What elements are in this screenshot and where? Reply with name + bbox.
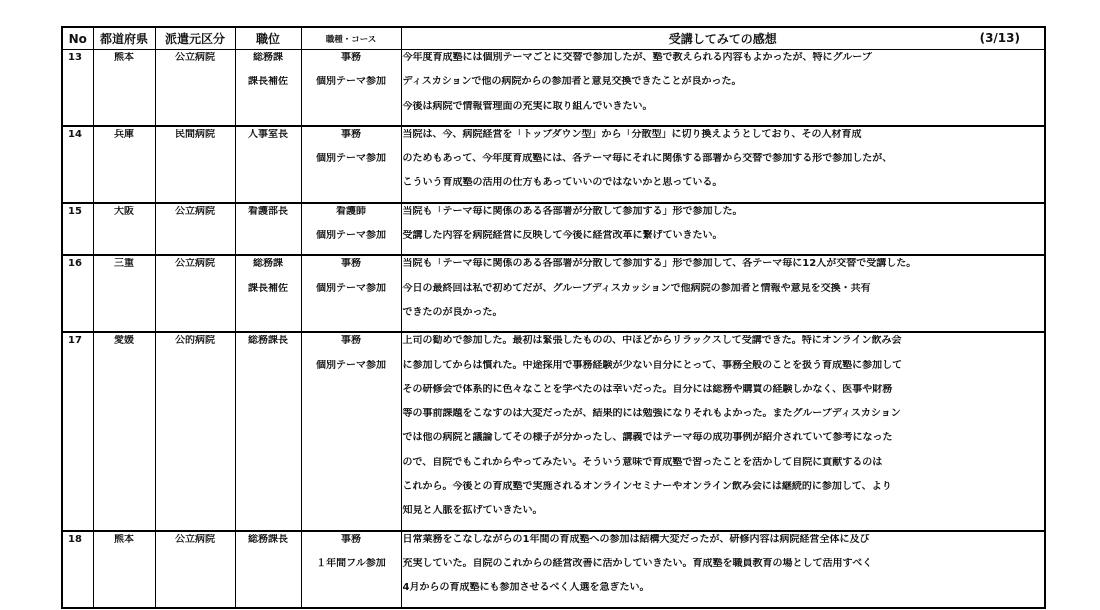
header-course: 職種・コース [301,27,401,50]
cell-impressions-line: のためもあって、今年度育成塾には、各テーマ毎にそれに関係する部署から交替で参加する形で参加したが、 [402,153,893,165]
cell-no [62,531,93,608]
cell-impressions-line: に参加してからは慣れた。中途採用で事務経験が少ない自分にとって、事務全般のことを扱う育成塾に参加して [402,359,903,371]
page-indicator: (3/13) [979,31,1020,45]
cell-position [235,126,301,203]
cell-impressions-line: 日常業務をこなしながらの1年間の育成塾への参加は結構大変だったが、研修内容は病院経営全体に及び [402,533,870,545]
cell-impressions-line: 今年度育成塾には個別テーマごとに交替で参加したが、塾で教えられる内容もよかったが、特にグループ [402,52,872,63]
table-row [62,255,1045,332]
cell-dispatch-type-line: 公立病院 [175,205,215,217]
table-row [62,332,1045,530]
cell-impressions-line: 今後は病院で情報管理面の充実に取り組んでいきたい。 [402,100,653,112]
cell-course-line: 個別テーマ参加 [316,76,386,88]
cell-course-line: 個別テーマ参加 [316,153,386,165]
cell-impressions [401,126,1045,203]
header-impressions [401,27,1045,50]
cell-position-line: 総務課長 [248,533,288,545]
header-no: No [62,27,93,50]
cell-dispatch-type [155,203,235,256]
cell-impressions-line: 等の事前課題をこなすのは大変だったが、結果的には勉強になりそれもよかった。またグループディスカション [402,408,901,420]
cell-course [301,332,401,530]
cell-position-line: 人事室長 [248,128,288,140]
cell-position-line: 総務課 [253,258,283,270]
cell-no-line: 16 [68,258,82,270]
cell-impressions-line: その研修会で体系的に色々なことを学べたのは幸いだった。自分には総務や購買の経験しかなく、医事や財務 [402,383,893,395]
cell-impressions [401,255,1045,332]
cell-position-line: 総務課 [253,52,283,63]
cell-impressions-line: ので、自院でもこれからやってみたい。そういう意味で育成塾で習ったことを活かして自院に貢献するのは [402,456,883,468]
cell-course [301,126,401,203]
cell-no-line: 14 [68,128,82,140]
cell-impressions-line: 受講した内容を病院経営に反映して今後に経営改革に繋げていきたい。 [402,230,723,242]
cell-impressions-line: 充実していた。自院のこれからの経営改善に活かしていきたい。育成塾を職員教育の場として活用すべく [402,557,873,569]
cell-prefecture-line: 大阪 [114,205,134,217]
survey-table [61,26,1046,609]
cell-course-line: 看護師 [336,205,366,217]
cell-course-line: 個別テーマ参加 [316,359,386,371]
cell-prefecture-line: 愛媛 [114,335,134,347]
cell-dispatch-type [155,50,235,126]
cell-impressions-line: ディスカションで他の病院からの参加者と意見交換できたことが良かった。 [402,76,742,88]
cell-dispatch-type-line: 公立病院 [175,52,215,63]
cell-impressions [401,531,1045,608]
cell-dispatch-type [155,126,235,203]
cell-position [235,255,301,332]
cell-impressions-line: できたのが良かった。 [402,306,503,318]
cell-course [301,50,401,126]
cell-impressions-line: 上司の勧めで参加した。最初は緊張したものの、中ほどからリラックスして受講できた。特にオンライン飲み会 [402,335,902,347]
cell-course [301,255,401,332]
cell-course [301,531,401,608]
cell-dispatch-type-line: 公立病院 [175,533,215,545]
cell-no [62,126,93,203]
header-dispatch-type: 派遣元区分 [155,27,235,50]
cell-position-line: 総務課長 [248,335,288,347]
cell-no-line: 18 [68,533,82,545]
cell-prefecture-line: 三重 [114,258,134,270]
cell-impressions-line: 当院も「テーマ毎に関係のある各部署が分散して参加する」形で参加して、各テーマ毎に12人が交替で受講した。 [402,258,917,270]
cell-impressions [401,332,1045,530]
header-position: 職位 [235,27,301,50]
cell-position [235,531,301,608]
cell-dispatch-type-line: 公的病院 [175,335,215,347]
cell-prefecture [93,50,155,126]
cell-no [62,255,93,332]
cell-impressions-line: こういう育成塾の活用の仕方もあっていいのではないかと思っている。 [402,177,723,189]
header-prefecture: 都道府県 [93,27,155,50]
cell-course-line: 事務 [341,533,361,545]
cell-impressions [401,50,1045,126]
cell-course-line: 事務 [341,52,361,63]
cell-course [301,203,401,256]
cell-no [62,332,93,530]
table-row [62,203,1045,256]
cell-impressions-line: これから。今後との育成塾で実施されるオンラインセミナーやオンライン飲み会には継続的に参加して、より [402,481,892,493]
header-impressions-label: 受講してみての感想 [668,32,777,46]
table-row [62,50,1045,126]
cell-prefecture [93,332,155,530]
cell-prefecture [93,203,155,256]
cell-impressions-line: 4月からの育成塾にも参加させるべく人選を急ぎたい。 [402,582,650,594]
cell-course-line: 事務 [341,128,361,140]
cell-impressions-line: 当院は、今、病院経営を「トップダウン型」から「分散型」に切り換えようとしており、その人材育成 [402,128,862,140]
cell-dispatch-type [155,255,235,332]
cell-no [62,50,93,126]
cell-prefecture [93,126,155,203]
cell-position-line: 課長補佐 [248,76,288,88]
table-row [62,126,1045,203]
cell-position [235,50,301,126]
cell-prefecture-line: 兵庫 [114,128,134,140]
cell-prefecture-line: 熊本 [114,52,134,63]
cell-dispatch-type-line: 民間病院 [175,128,215,140]
cell-position-line: 看護部長 [248,205,288,217]
cell-impressions-line: では他の病院と議論してその様子が分かったし、講義ではテーマ毎の成功事例が紹介されていて参考になった [402,432,893,444]
cell-position-line: 課長補佐 [248,282,288,294]
cell-no-line: 13 [68,52,82,63]
cell-impressions-line: 当院も「テーマ毎に関係のある各部署が分散して参加する」形で参加した。 [402,205,743,217]
cell-course-line: 個別テーマ参加 [316,282,386,294]
cell-course-line: 事務 [341,335,361,347]
cell-course-line: １年間フル参加 [316,557,386,569]
cell-no-line: 15 [68,205,82,217]
cell-course-line: 個別テーマ参加 [316,230,386,242]
cell-impressions [401,203,1045,256]
cell-prefecture-line: 熊本 [114,533,134,545]
cell-dispatch-type [155,332,235,530]
table-row [62,531,1045,608]
cell-prefecture [93,255,155,332]
cell-position [235,203,301,256]
cell-course-line: 事務 [341,258,361,270]
cell-impressions-line: 今日の最終回は私で初めてだが、グループディスカッションで他病院の参加者と情報や意見を交換・共有 [402,282,871,294]
cell-position [235,332,301,530]
cell-no-line: 17 [68,335,82,347]
cell-no [62,203,93,256]
table-header [62,27,1045,50]
table-body [62,50,1045,608]
cell-impressions-line: 知見と人脈を拡げていきたい。 [402,505,543,517]
cell-prefecture [93,531,155,608]
cell-dispatch-type [155,531,235,608]
cell-dispatch-type-line: 公立病院 [175,258,215,270]
